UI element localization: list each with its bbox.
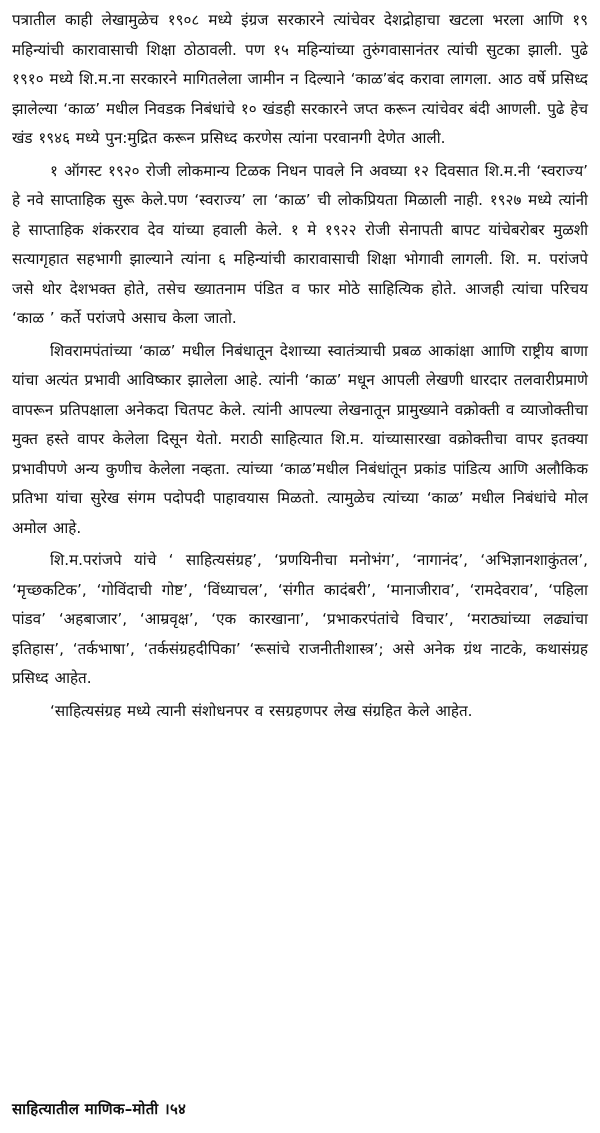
paragraph-kaal-ban: पत्रातील काही लेखामुळेच १९०८ मध्ये इंग्रज सरकारने त्यांचेवर देशद्रोहाचा खटला भरला आणि १९ महिन्यांची कारावासाची शिक्षा ठोठावली. पण १५ महिन्यांच्या तुरुंगवासानंतर त्यांची सुटका झाली. पुढे १९१० मध्ये शि.म.ना सरकारने मागितलेला जामीन न दिल्याने ‘काळ’बंद करावा लागला. आठ वर्षे प्रसिध्द झालेल्या ‘काळ’ मधील निवडक निबंधांचे १० खंडही सरकारने जप्त करून त्यांचेवर बंदी आणली. पुढे हेच खंड १९४६ मध्ये पुन:मुद्रित करून प्रसिध्द करणेस त्यांना परवानगी देणेत आली. xyxy=(12,11,588,147)
paragraph-swarajya: १ ऑगस्ट १९२० रोजी लोकमान्य टिळक निधन पावले नि अवघ्या १२ दिवसात शि.म.नी ‘स्वराज्य’ हे नवे साप्ताहिक सुरू केले.पण ‘स्वराज्य’ ला ‘काळ’ ची लोकप्रियता मिळाली नाही. १९२७ मध्ये त्यांनी हे साप्ताहिक शंकरराव देव यांच्या हवाली केले. १ मे १९२२ रोजी सेनापती बापट यांचेबरोबर मुळशी सत्यागृहात सहभागी झाल्याने त्यांना ६ महिन्यांची कारावासाची शिक्षा भोगावी लागली. शि. म. परांजपे जसे थोर देशभक्त होते, तसेच ख्यातनाम पंडित व फार मोठे साहित्यिक होते. आजही त्यांचा परिचय ‘काळ ’ कर्ते परांजपे असाच केला जातो. xyxy=(12,161,588,327)
page-body xyxy=(12,6,588,726)
page-footer: साहित्यातील माणिक–मोती ।५४ xyxy=(12,1100,187,1118)
paragraph-works-list: शि.म.परांजपे यांचे ‘ साहित्यसंग्रह’, ‘प्रणयिनीचा मनोभंग’, ‘नागानंद’, ‘अभिज्ञानशाकुंतल’, ‘मृच्छकटिक’, ‘गोविंदाची गोष्ट’, ‘विंध्याचल’, ‘संगीत कादंबरी’, ‘मानाजीराव’, ‘रामदेवराव’, ‘पहिला पांडव’ ‘अहबाजार’, ‘आम्रवृक्ष’, ‘एक कारखाना’, ‘प्रभाकरपंतांचे विचार’, ‘मराठ्यांच्या लढ्यांचा इतिहास’, ‘तर्कभाषा’, ‘तर्कसंग्रहदीपिका’ ‘रूसांचे राजनीतीशास्त्र’; असे अनेक ग्रंथ नाटके, कथासंग्रह प्रसिध्द आहेत. xyxy=(12,551,588,687)
paragraph-kaal-essays: शिवरामपंतांच्या ‘काळ’ मधील निबंधातून देशाच्या स्वातंत्र्याची प्रबळ आकांक्षा आाणि राष्ट्रीय बाणा यांचा अत्यंत प्रभावी आविष्कार झालेला आहे. त्यांनी ‘काळ’ मधून आपली लेखणी धारदार तलवारीप्रमाणे वापरून प्रतिपक्षाला अनेकदा चितपट केले. त्यांनी आपल्या लेखनातून प्रामुख्याने वक्रोक्ती व व्याजोक्तीचा मुक्त हस्ते वापर केलेला दिसून येतो. मराठी साहित्यात शि.म. यांच्यासारखा वक्रोक्तीचा वापर इतक्या प्रभावीपणे अन्य कुणीच केलेला नव्हता. त्यांच्या ‘काळ’मधील निबंधांतून प्रकांड पांडित्य आणि अलौकिक प्रतिभा यांचा सुरेख संगम पदोपदी पाहावयास मिळतो. त्यामुळेच त्यांच्या ‘काळ’ मधील निबंधांचे मोल अमोल आहे. xyxy=(12,341,588,537)
paragraph-sahitya-sangraha: ‘साहित्यसंग्रह मध्ये त्यानी संशोधनपर व रसग्रहणपर लेख संग्रहित केले आहेत. xyxy=(50,701,473,720)
